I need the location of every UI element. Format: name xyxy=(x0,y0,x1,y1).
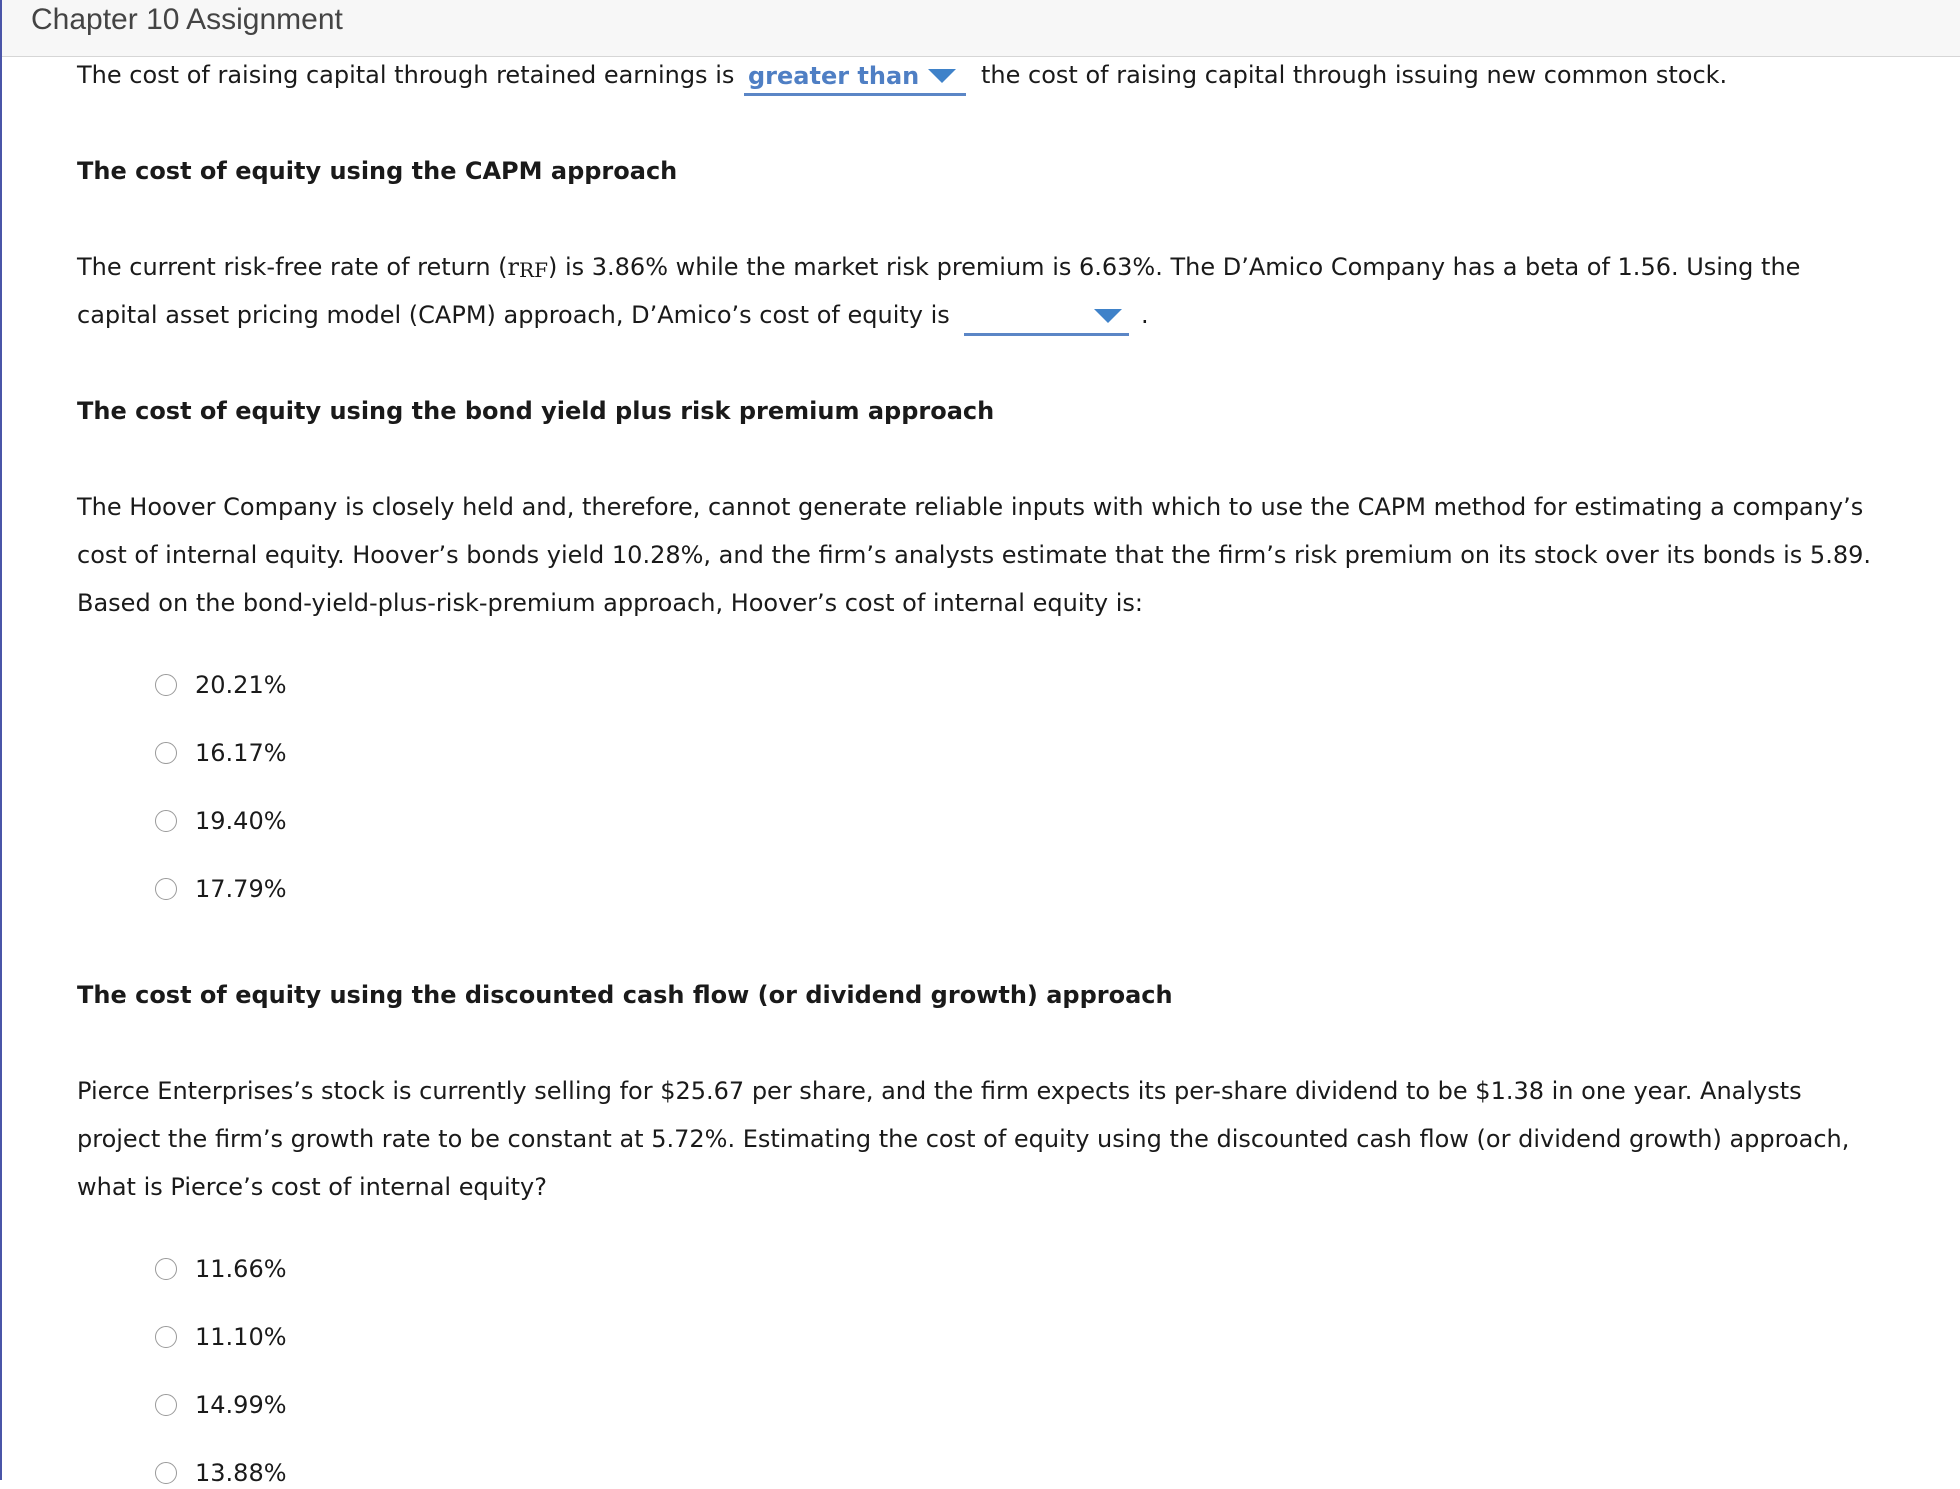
retained-earnings-dropdown-value: greater than xyxy=(748,62,920,90)
dcf-paragraph-line-3: what is Pierce’s cost of internal equity? xyxy=(77,1173,547,1201)
radio-button[interactable] xyxy=(155,742,177,764)
bond-yield-paragraph-line-1: The Hoover Company is closely held and, therefore, cannot generate reliable inputs with which to use the CAPM method for estimating a company’s xyxy=(77,493,1864,521)
radio-button[interactable] xyxy=(155,1394,177,1416)
retained-earnings-comparison-dropdown[interactable] xyxy=(744,59,966,96)
risk-free-symbol: r xyxy=(507,253,520,281)
retained-earnings-sentence-start: The cost of raising capital through retained earnings is xyxy=(77,61,735,89)
dcf-paragraph-line-1: Pierce Enterprises’s stock is currently selling for $25.67 per share, and the firm expects its per-share dividend to be $1.38 in one year. Analysts xyxy=(77,1077,1802,1105)
bond-yield-heading: The cost of equity using the bond yield plus risk premium approach xyxy=(77,397,995,425)
capm-paragraph-line-1: The current risk-free rate of return $(r_{RF})$ is 3.86% while the market risk premium is 6.63%. The D’Amico Company has a beta of 1.56. Using the xyxy=(77,253,1801,282)
page-title: Chapter 10 Assignment xyxy=(31,3,343,36)
bond-yield-paragraph-line-2: cost of internal equity. Hoover’s bonds yield 10.28%, and the firm’s analysts estimate that the firm’s risk premium on its stock over its bonds is 5.89. xyxy=(77,541,1871,569)
capm-heading: The cost of equity using the CAPM approach xyxy=(77,157,678,185)
radio-button[interactable] xyxy=(155,878,177,900)
dcf-heading: The cost of equity using the discounted cash flow (or dividend growth) approach xyxy=(77,981,1173,1009)
radio-button[interactable] xyxy=(155,1258,177,1280)
radio-button[interactable] xyxy=(155,1326,177,1348)
radio-button[interactable] xyxy=(155,810,177,832)
radio-button[interactable] xyxy=(155,1462,177,1484)
radio-button[interactable] xyxy=(155,674,177,696)
chevron-down-icon xyxy=(1094,309,1122,323)
left-border xyxy=(0,0,2,1480)
chevron-down-icon xyxy=(928,69,956,83)
capm-cost-of-equity-dropdown[interactable] xyxy=(964,299,1129,336)
dcf-paragraph-line-2: project the firm’s growth rate to be constant at 5.72%. Estimating the cost of equity using the discounted cash flow (or dividend growth) approach, xyxy=(77,1125,1850,1153)
bond-yield-paragraph-line-3: Based on the bond-yield-plus-risk-premium approach, Hoover’s cost of internal equity is: xyxy=(77,589,1143,617)
risk-free-subscript: RF xyxy=(519,258,548,282)
title-bar xyxy=(0,0,1960,57)
retained-earnings-sentence-end: the cost of raising capital through issuing new common stock. xyxy=(981,61,1728,89)
capm-end-punctuation: . xyxy=(1141,301,1149,329)
capm-paragraph-line-2: capital asset pricing model (CAPM) approach, D’Amico’s cost of equity is xyxy=(77,301,950,329)
